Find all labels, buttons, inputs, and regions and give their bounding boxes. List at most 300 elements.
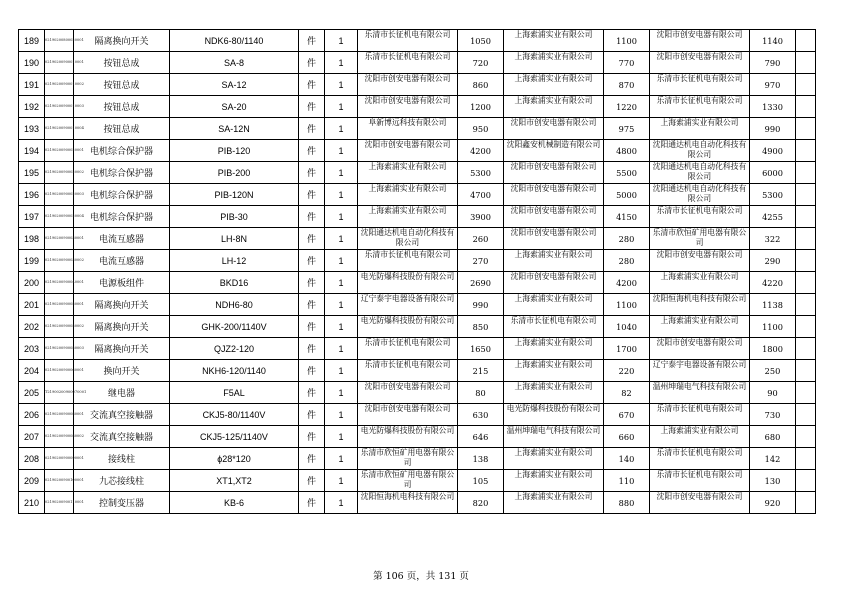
table-row bbox=[19, 492, 816, 514]
supplier-3: 乐清市长征机电有限公司 bbox=[650, 96, 750, 118]
supplier-2: 上海索浦实业有限公司 bbox=[504, 338, 604, 360]
material-code: 02190200900090001 bbox=[45, 448, 74, 470]
item-model: KB-6 bbox=[170, 492, 299, 514]
supplier-1: 乐清市欣恒矿用电器有限公司 bbox=[358, 470, 458, 492]
material-code: 02190200900010002 bbox=[45, 74, 74, 96]
item-unit: 件 bbox=[299, 184, 325, 206]
price-1: 260 bbox=[458, 228, 504, 250]
row-number: 198 bbox=[19, 228, 45, 250]
table-row bbox=[19, 272, 816, 294]
price-3: 730 bbox=[750, 404, 796, 426]
supplier-2: 上海索浦实业有限公司 bbox=[504, 382, 604, 404]
price-1: 4700 bbox=[458, 184, 504, 206]
item-model: LH-12 bbox=[170, 250, 299, 272]
row-number: 192 bbox=[19, 96, 45, 118]
empty-cell bbox=[796, 184, 816, 206]
price-3: 920 bbox=[750, 492, 796, 514]
material-code: 02190200900060001 bbox=[45, 360, 74, 382]
table-row bbox=[19, 140, 816, 162]
item-unit: 件 bbox=[299, 360, 325, 382]
price-3: 6000 bbox=[750, 162, 796, 184]
price-2: 110 bbox=[604, 470, 650, 492]
supplier-1: 阜新博远科技有限公司 bbox=[358, 118, 458, 140]
price-2: 1100 bbox=[604, 30, 650, 52]
item-name: 电机综合保护器 bbox=[74, 140, 170, 162]
supplier-3: 沈阳通达机电自动化科技有限公司 bbox=[650, 140, 750, 162]
empty-cell bbox=[796, 272, 816, 294]
item-name: 按钮总成 bbox=[74, 118, 170, 140]
item-name: 电机综合保护器 bbox=[74, 206, 170, 228]
supplier-1: 乐清市长征机电有限公司 bbox=[358, 338, 458, 360]
item-name: 按钮总成 bbox=[74, 96, 170, 118]
table-row bbox=[19, 360, 816, 382]
price-3: 790 bbox=[750, 52, 796, 74]
item-quantity: 1 bbox=[325, 184, 358, 206]
supplier-1: 沈阳市创安电器有限公司 bbox=[358, 140, 458, 162]
price-1: 950 bbox=[458, 118, 504, 140]
material-code: 02190200900020004 bbox=[45, 206, 74, 228]
supplier-3: 沈阳恒海机电科技有限公司 bbox=[650, 294, 750, 316]
item-unit: 件 bbox=[299, 96, 325, 118]
supplier-2: 上海索浦实业有限公司 bbox=[504, 30, 604, 52]
item-quantity: 1 bbox=[325, 404, 358, 426]
item-name: 继电器 bbox=[74, 382, 170, 404]
empty-cell bbox=[796, 118, 816, 140]
item-model: PIB-120 bbox=[170, 140, 299, 162]
table-row bbox=[19, 338, 816, 360]
item-model: SA-8 bbox=[170, 52, 299, 74]
price-1: 80 bbox=[458, 382, 504, 404]
supplier-2: 电光防爆科技股份有限公司 bbox=[504, 404, 604, 426]
supplier-2: 沈阳鑫安机械制造有限公司 bbox=[504, 140, 604, 162]
item-model: GHK-200/1140V bbox=[170, 316, 299, 338]
row-number: 191 bbox=[19, 74, 45, 96]
empty-cell bbox=[796, 96, 816, 118]
item-quantity: 1 bbox=[325, 426, 358, 448]
item-name: 控制变压器 bbox=[74, 492, 170, 514]
price-1: 720 bbox=[458, 52, 504, 74]
price-1: 990 bbox=[458, 294, 504, 316]
material-code: 02190200900080002 bbox=[45, 426, 74, 448]
price-3: 1330 bbox=[750, 96, 796, 118]
price-1: 5300 bbox=[458, 162, 504, 184]
item-model: PIB-200 bbox=[170, 162, 299, 184]
item-unit: 件 bbox=[299, 30, 325, 52]
supplier-2: 沈阳市创安电器有限公司 bbox=[504, 228, 604, 250]
row-number: 206 bbox=[19, 404, 45, 426]
empty-cell bbox=[796, 470, 816, 492]
row-number: 201 bbox=[19, 294, 45, 316]
table-row bbox=[19, 96, 816, 118]
material-code: 02190200900020002 bbox=[45, 162, 74, 184]
item-model: PIB-30 bbox=[170, 206, 299, 228]
price-2: 1100 bbox=[604, 294, 650, 316]
table-row bbox=[19, 470, 816, 492]
item-name: 电流互感器 bbox=[74, 228, 170, 250]
item-quantity: 1 bbox=[325, 206, 358, 228]
empty-cell bbox=[796, 316, 816, 338]
item-name: 按钮总成 bbox=[74, 74, 170, 96]
supplier-1: 乐清市长征机电有限公司 bbox=[358, 250, 458, 272]
material-code: 02190200900040001 bbox=[45, 272, 74, 294]
price-2: 5500 bbox=[604, 162, 650, 184]
item-unit: 件 bbox=[299, 52, 325, 74]
price-1: 1200 bbox=[458, 96, 504, 118]
row-number: 202 bbox=[19, 316, 45, 338]
empty-cell bbox=[796, 426, 816, 448]
price-3: 1138 bbox=[750, 294, 796, 316]
item-unit: 件 bbox=[299, 404, 325, 426]
item-quantity: 1 bbox=[325, 250, 358, 272]
price-1: 215 bbox=[458, 360, 504, 382]
price-3: 1100 bbox=[750, 316, 796, 338]
item-name: 隔离换向开关 bbox=[74, 30, 170, 52]
price-1: 630 bbox=[458, 404, 504, 426]
page-footer: 第 106 页，共 131 页 bbox=[373, 571, 469, 582]
item-name: 交流真空接触器 bbox=[74, 404, 170, 426]
item-quantity: 1 bbox=[325, 30, 358, 52]
item-unit: 件 bbox=[299, 206, 325, 228]
price-3: 680 bbox=[750, 426, 796, 448]
material-code: T21900200900070001 bbox=[45, 382, 74, 404]
supplier-1: 上海索浦实业有限公司 bbox=[358, 162, 458, 184]
item-quantity: 1 bbox=[325, 294, 358, 316]
item-unit: 件 bbox=[299, 492, 325, 514]
supplier-1: 沈阳恒海机电科技有限公司 bbox=[358, 492, 458, 514]
item-model: F5AL bbox=[170, 382, 299, 404]
supplier-1: 沈阳市创安电器有限公司 bbox=[358, 404, 458, 426]
table-row bbox=[19, 52, 816, 74]
price-2: 5000 bbox=[604, 184, 650, 206]
price-2: 4150 bbox=[604, 206, 650, 228]
supplier-3: 辽宁泰宇电器设备有限公司 bbox=[650, 360, 750, 382]
item-quantity: 1 bbox=[325, 470, 358, 492]
item-quantity: 1 bbox=[325, 228, 358, 250]
item-unit: 件 bbox=[299, 272, 325, 294]
row-number: 200 bbox=[19, 272, 45, 294]
supplier-3: 沈阳市创安电器有限公司 bbox=[650, 492, 750, 514]
supplier-1: 乐清市长征机电有限公司 bbox=[358, 360, 458, 382]
table-row bbox=[19, 382, 816, 404]
supplier-3: 上海索浦实业有限公司 bbox=[650, 316, 750, 338]
material-code: 02190200800020001 bbox=[45, 30, 74, 52]
supplier-3: 沈阳市创安电器有限公司 bbox=[650, 30, 750, 52]
supplier-2: 沈阳市创安电器有限公司 bbox=[504, 206, 604, 228]
price-1: 2690 bbox=[458, 272, 504, 294]
item-quantity: 1 bbox=[325, 118, 358, 140]
empty-cell bbox=[796, 448, 816, 470]
supplier-3: 沈阳市创安电器有限公司 bbox=[650, 338, 750, 360]
price-1: 820 bbox=[458, 492, 504, 514]
price-1: 3900 bbox=[458, 206, 504, 228]
material-code: 02190200900030001 bbox=[45, 228, 74, 250]
empty-cell bbox=[796, 294, 816, 316]
price-2: 4200 bbox=[604, 272, 650, 294]
supplier-2: 上海索浦实业有限公司 bbox=[504, 448, 604, 470]
table-row bbox=[19, 118, 816, 140]
item-name: 电机综合保护器 bbox=[74, 184, 170, 206]
item-unit: 件 bbox=[299, 382, 325, 404]
item-unit: 件 bbox=[299, 162, 325, 184]
material-code: 02190200900020001 bbox=[45, 140, 74, 162]
supplier-3: 上海索浦实业有限公司 bbox=[650, 118, 750, 140]
price-1: 105 bbox=[458, 470, 504, 492]
item-quantity: 1 bbox=[325, 492, 358, 514]
item-name: 隔离换向开关 bbox=[74, 294, 170, 316]
item-model: NKH6-120/1140 bbox=[170, 360, 299, 382]
price-2: 1700 bbox=[604, 338, 650, 360]
item-quantity: 1 bbox=[325, 382, 358, 404]
price-2: 220 bbox=[604, 360, 650, 382]
row-number: 204 bbox=[19, 360, 45, 382]
row-number: 209 bbox=[19, 470, 45, 492]
item-name: 隔离换向开关 bbox=[74, 316, 170, 338]
supplier-2: 乐清市长征机电有限公司 bbox=[504, 316, 604, 338]
table-row bbox=[19, 250, 816, 272]
empty-cell bbox=[796, 382, 816, 404]
table-row bbox=[19, 74, 816, 96]
price-1: 850 bbox=[458, 316, 504, 338]
row-number: 190 bbox=[19, 52, 45, 74]
item-quantity: 1 bbox=[325, 52, 358, 74]
material-code: 02190200900020003 bbox=[45, 184, 74, 206]
material-code: 02190200900050001 bbox=[45, 294, 74, 316]
price-3: 1140 bbox=[750, 30, 796, 52]
row-number: 208 bbox=[19, 448, 45, 470]
empty-cell bbox=[796, 404, 816, 426]
price-1: 138 bbox=[458, 448, 504, 470]
empty-cell bbox=[796, 140, 816, 162]
supplier-2: 温州坤瑞电气科技有限公司 bbox=[504, 426, 604, 448]
supplier-3: 乐清市长征机电有限公司 bbox=[650, 448, 750, 470]
price-3: 90 bbox=[750, 382, 796, 404]
price-3: 1800 bbox=[750, 338, 796, 360]
empty-cell bbox=[796, 162, 816, 184]
item-name: 换向开关 bbox=[74, 360, 170, 382]
row-number: 210 bbox=[19, 492, 45, 514]
supplier-3: 乐清市长征机电有限公司 bbox=[650, 206, 750, 228]
supplier-3: 乐清市欣恒矿用电器有限公司 bbox=[650, 228, 750, 250]
item-name: 九芯接线柱 bbox=[74, 470, 170, 492]
item-quantity: 1 bbox=[325, 162, 358, 184]
supplier-3: 上海索浦实业有限公司 bbox=[650, 272, 750, 294]
item-unit: 件 bbox=[299, 228, 325, 250]
supplier-1: 辽宁泰宇电器设备有限公司 bbox=[358, 294, 458, 316]
row-number: 205 bbox=[19, 382, 45, 404]
item-quantity: 1 bbox=[325, 316, 358, 338]
item-model: CKJ5-125/1140V bbox=[170, 426, 299, 448]
price-3: 322 bbox=[750, 228, 796, 250]
supplier-2: 上海索浦实业有限公司 bbox=[504, 470, 604, 492]
supplier-1: 乐清市长征机电有限公司 bbox=[358, 52, 458, 74]
item-model: NDH6-80 bbox=[170, 294, 299, 316]
item-name: 电源板组件 bbox=[74, 272, 170, 294]
supplier-2: 上海索浦实业有限公司 bbox=[504, 250, 604, 272]
price-3: 4900 bbox=[750, 140, 796, 162]
price-2: 670 bbox=[604, 404, 650, 426]
item-unit: 件 bbox=[299, 140, 325, 162]
row-number: 195 bbox=[19, 162, 45, 184]
table-row bbox=[19, 448, 816, 470]
supplier-1: 乐清市欣恒矿用电器有限公司 bbox=[358, 448, 458, 470]
item-unit: 件 bbox=[299, 338, 325, 360]
supplier-2: 沈阳市创安电器有限公司 bbox=[504, 184, 604, 206]
price-2: 4800 bbox=[604, 140, 650, 162]
material-code: 02190200900010004 bbox=[45, 118, 74, 140]
item-model: SA-12N bbox=[170, 118, 299, 140]
supplier-1: 电光防爆科技股份有限公司 bbox=[358, 272, 458, 294]
price-2: 1220 bbox=[604, 96, 650, 118]
price-comparison-table bbox=[18, 29, 816, 514]
item-unit: 件 bbox=[299, 448, 325, 470]
price-2: 660 bbox=[604, 426, 650, 448]
item-name: 电机综合保护器 bbox=[74, 162, 170, 184]
row-number: 199 bbox=[19, 250, 45, 272]
price-3: 5300 bbox=[750, 184, 796, 206]
row-number: 203 bbox=[19, 338, 45, 360]
item-model: BKD16 bbox=[170, 272, 299, 294]
material-code: 02190200900010003 bbox=[45, 96, 74, 118]
table-row bbox=[19, 206, 816, 228]
price-1: 1050 bbox=[458, 30, 504, 52]
item-unit: 件 bbox=[299, 470, 325, 492]
item-unit: 件 bbox=[299, 316, 325, 338]
supplier-2: 沈阳市创安电器有限公司 bbox=[504, 272, 604, 294]
item-unit: 件 bbox=[299, 294, 325, 316]
table-row bbox=[19, 184, 816, 206]
empty-cell bbox=[796, 228, 816, 250]
supplier-3: 沈阳市创安电器有限公司 bbox=[650, 250, 750, 272]
price-2: 280 bbox=[604, 250, 650, 272]
item-quantity: 1 bbox=[325, 338, 358, 360]
supplier-3: 乐清市长征机电有限公司 bbox=[650, 404, 750, 426]
empty-cell bbox=[796, 52, 816, 74]
price-2: 1040 bbox=[604, 316, 650, 338]
supplier-2: 上海索浦实业有限公司 bbox=[504, 52, 604, 74]
material-code: 02190200900100001 bbox=[45, 470, 74, 492]
supplier-1: 电光防爆科技股份有限公司 bbox=[358, 426, 458, 448]
price-3: 290 bbox=[750, 250, 796, 272]
table-row bbox=[19, 404, 816, 426]
supplier-1: 沈阳市创安电器有限公司 bbox=[358, 96, 458, 118]
price-3: 990 bbox=[750, 118, 796, 140]
supplier-3: 沈阳通达机电自动化科技有限公司 bbox=[650, 162, 750, 184]
row-number: 193 bbox=[19, 118, 45, 140]
price-1: 4200 bbox=[458, 140, 504, 162]
row-number: 194 bbox=[19, 140, 45, 162]
price-2: 975 bbox=[604, 118, 650, 140]
item-quantity: 1 bbox=[325, 74, 358, 96]
item-model: CKJ5-80/1140V bbox=[170, 404, 299, 426]
item-quantity: 1 bbox=[325, 96, 358, 118]
price-3: 4255 bbox=[750, 206, 796, 228]
item-model: SA-20 bbox=[170, 96, 299, 118]
item-quantity: 1 bbox=[325, 360, 358, 382]
empty-cell bbox=[796, 338, 816, 360]
empty-cell bbox=[796, 360, 816, 382]
item-name: 交流真空接触器 bbox=[74, 426, 170, 448]
supplier-3: 乐清市长征机电有限公司 bbox=[650, 74, 750, 96]
price-1: 270 bbox=[458, 250, 504, 272]
item-name: 接线柱 bbox=[74, 448, 170, 470]
supplier-2: 上海索浦实业有限公司 bbox=[504, 74, 604, 96]
supplier-1: 沈阳市创安电器有限公司 bbox=[358, 382, 458, 404]
empty-cell bbox=[796, 250, 816, 272]
price-1: 646 bbox=[458, 426, 504, 448]
item-name: 隔离换向开关 bbox=[74, 338, 170, 360]
item-unit: 件 bbox=[299, 426, 325, 448]
supplier-2: 沈阳市创安电器有限公司 bbox=[504, 162, 604, 184]
supplier-1: 上海索浦实业有限公司 bbox=[358, 206, 458, 228]
empty-cell bbox=[796, 30, 816, 52]
material-code: 02190200900030002 bbox=[45, 250, 74, 272]
material-code: 02190200900050003 bbox=[45, 338, 74, 360]
item-model: XT1,XT2 bbox=[170, 470, 299, 492]
material-code: 02190200900010001 bbox=[45, 52, 74, 74]
supplier-2: 上海索浦实业有限公司 bbox=[504, 294, 604, 316]
supplier-1: 沈阳通达机电自动化科技有限公司 bbox=[358, 228, 458, 250]
item-name: 按钮总成 bbox=[74, 52, 170, 74]
supplier-1: 电光防爆科技股份有限公司 bbox=[358, 316, 458, 338]
material-code: 02190200900080001 bbox=[45, 404, 74, 426]
price-1: 860 bbox=[458, 74, 504, 96]
item-quantity: 1 bbox=[325, 448, 358, 470]
table-row bbox=[19, 162, 816, 184]
supplier-1: 上海索浦实业有限公司 bbox=[358, 184, 458, 206]
supplier-1: 沈阳市创安电器有限公司 bbox=[358, 74, 458, 96]
material-code: 02190200900110001 bbox=[45, 492, 74, 514]
table-row bbox=[19, 426, 816, 448]
price-3: 130 bbox=[750, 470, 796, 492]
item-model: SA-12 bbox=[170, 74, 299, 96]
item-unit: 件 bbox=[299, 250, 325, 272]
row-number: 189 bbox=[19, 30, 45, 52]
item-quantity: 1 bbox=[325, 272, 358, 294]
supplier-3: 温州坤瑞电气科技有限公司 bbox=[650, 382, 750, 404]
item-model: PIB-120N bbox=[170, 184, 299, 206]
row-number: 207 bbox=[19, 426, 45, 448]
item-model: QJZ2-120 bbox=[170, 338, 299, 360]
price-3: 250 bbox=[750, 360, 796, 382]
empty-cell bbox=[796, 74, 816, 96]
supplier-2: 上海索浦实业有限公司 bbox=[504, 492, 604, 514]
supplier-1: 乐清市长征机电有限公司 bbox=[358, 30, 458, 52]
supplier-3: 乐清市长征机电有限公司 bbox=[650, 470, 750, 492]
price-2: 770 bbox=[604, 52, 650, 74]
empty-cell bbox=[796, 206, 816, 228]
item-unit: 件 bbox=[299, 74, 325, 96]
supplier-2: 上海索浦实业有限公司 bbox=[504, 360, 604, 382]
price-2: 880 bbox=[604, 492, 650, 514]
price-2: 280 bbox=[604, 228, 650, 250]
price-2: 140 bbox=[604, 448, 650, 470]
price-1: 1650 bbox=[458, 338, 504, 360]
price-3: 970 bbox=[750, 74, 796, 96]
item-name: 电流互感器 bbox=[74, 250, 170, 272]
material-code: 02190200900050002 bbox=[45, 316, 74, 338]
supplier-3: 沈阳市创安电器有限公司 bbox=[650, 52, 750, 74]
item-quantity: 1 bbox=[325, 140, 358, 162]
supplier-3: 沈阳通达机电自动化科技有限公司 bbox=[650, 184, 750, 206]
price-3: 4220 bbox=[750, 272, 796, 294]
supplier-2: 沈阳市创安电器有限公司 bbox=[504, 118, 604, 140]
table-body bbox=[19, 30, 816, 514]
table-row bbox=[19, 294, 816, 316]
item-unit: 件 bbox=[299, 118, 325, 140]
row-number: 197 bbox=[19, 206, 45, 228]
item-model: ϕ28*120 bbox=[170, 448, 299, 470]
price-2: 870 bbox=[604, 74, 650, 96]
